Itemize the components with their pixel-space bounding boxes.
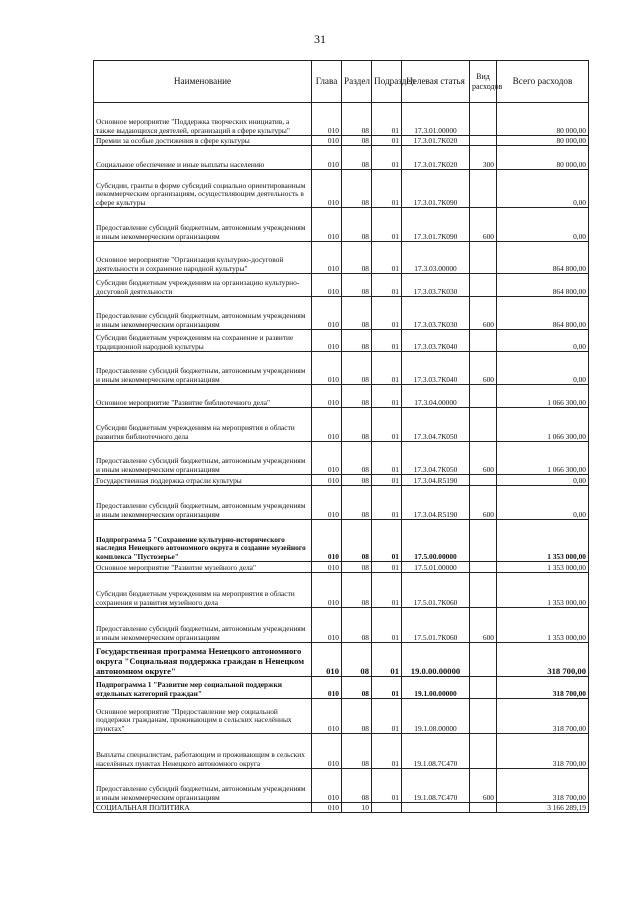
table-row [94,408,589,442]
row-total: 318 700,00 [497,677,589,699]
row-article [402,803,470,813]
row-article: 19.0.00.00000 [402,643,470,677]
row-name: Основное мероприятие "Развитие музейного дела" [94,562,312,573]
table-row [94,352,589,385]
table-row [94,734,589,769]
row-article: 17.3.04.7К050 [402,442,470,475]
row-article: 17.3.03.00000 [402,242,470,274]
row-type [470,242,497,274]
row-razdel: 08 [342,208,372,242]
row-razdel: 10 [342,803,372,813]
table-row [94,803,589,813]
row-name: Субсидии бюджетным учреждениям на мероприятия в области сохранения и развития музейного дела [94,573,312,608]
row-type [470,699,497,734]
row-type [470,520,497,562]
row-article: 19.1.00.00000 [402,677,470,699]
row-glava: 010 [312,562,342,573]
row-glava: 010 [312,136,342,146]
table-row [94,170,589,208]
row-name: Предоставление субсидий бюджетным, автономным учреждениям и иным некоммерческим организациям [94,442,312,475]
row-podrazdel: 01 [372,274,402,297]
row-glava: 010 [312,677,342,699]
row-name: Государственная программа Ненецкого автономного округа "Социальная поддержка граждан в Ненецком автономном округе" [94,643,312,677]
row-name: Государственная поддержка отрасли культуры [94,475,312,486]
row-razdel: 08 [342,734,372,769]
row-name: Социальное обеспечение и иные выплаты населению [94,146,312,170]
table-row [94,562,589,573]
table-row [94,442,589,475]
row-total: 0,00 [497,208,589,242]
row-glava: 010 [312,699,342,734]
row-total: 318 700,00 [497,734,589,769]
row-name: Основное мероприятие "Предоставление мер социальной поддержки гражданам, проживающим в сельских населённых пунктах" [94,699,312,734]
row-article: 17.5.00.00000 [402,520,470,562]
row-podrazdel: 01 [372,677,402,699]
row-article: 17.3.01.7К090 [402,170,470,208]
row-type: 600 [470,769,497,803]
row-razdel: 08 [342,699,372,734]
row-podrazdel: 01 [372,769,402,803]
row-total: 1 353 000,00 [497,608,589,643]
row-article: 17.5.01.00000 [402,562,470,573]
table-row [94,136,589,146]
row-podrazdel: 01 [372,475,402,486]
row-name: Премии за особые достижения в сфере культуры [94,136,312,146]
row-type [470,408,497,442]
row-name: Субсидии бюджетным учреждениям на организацию культурно-досуговой деятельности [94,274,312,297]
row-razdel: 08 [342,769,372,803]
row-total: 1 353 000,00 [497,520,589,562]
row-podrazdel: 01 [372,734,402,769]
row-podrazdel: 01 [372,442,402,475]
row-glava: 010 [312,352,342,385]
row-podrazdel: 01 [372,562,402,573]
row-razdel: 08 [342,608,372,643]
row-razdel: 08 [342,170,372,208]
row-podrazdel: 01 [372,520,402,562]
row-glava: 010 [312,408,342,442]
row-article: 19.1.08.7С470 [402,769,470,803]
row-glava: 010 [312,170,342,208]
row-total: 318 700,00 [497,769,589,803]
row-type [470,562,497,573]
row-total: 1 353 000,00 [497,573,589,608]
row-glava: 010 [312,734,342,769]
row-name: Предоставление субсидий бюджетным, автономным учреждениям и иным некоммерческим организациям [94,297,312,330]
row-article: 17.3.03.7К040 [402,330,470,352]
row-podrazdel: 01 [372,136,402,146]
header-podrazdel: Подраздел [372,61,402,103]
header-razdel: Раздел [342,61,372,103]
row-article: 19.1.08.00000 [402,699,470,734]
row-glava: 010 [312,475,342,486]
row-name: Субсидии, гранты в форме субсидий социально ориентированным некоммерческим организациям, осуществляющим деятельность в сфере культуры [94,170,312,208]
row-type [470,136,497,146]
row-podrazdel: 01 [372,208,402,242]
table-row [94,699,589,734]
row-type [470,734,497,769]
row-razdel: 08 [342,475,372,486]
table-row [94,573,589,608]
row-type [470,170,497,208]
row-glava: 010 [312,520,342,562]
row-razdel: 08 [342,408,372,442]
row-article: 17.3.01.7К020 [402,136,470,146]
row-article: 17.3.01.7К090 [402,208,470,242]
row-razdel: 08 [342,520,372,562]
row-razdel: 08 [342,573,372,608]
row-razdel: 08 [342,297,372,330]
table-row [94,486,589,520]
row-type [470,677,497,699]
row-total: 3 166 289,19 [497,803,589,813]
row-podrazdel: 01 [372,103,402,136]
row-total: 0,00 [497,330,589,352]
row-name: СОЦИАЛЬНАЯ ПОЛИТИКА [94,803,312,813]
row-type: 600 [470,352,497,385]
row-glava: 010 [312,803,342,813]
row-total: 1 066 300,00 [497,408,589,442]
row-total: 1 066 300,00 [497,442,589,475]
row-glava: 010 [312,242,342,274]
row-total: 0,00 [497,352,589,385]
row-total: 864 800,00 [497,297,589,330]
row-total: 0,00 [497,170,589,208]
row-type: 600 [470,208,497,242]
row-total: 864 800,00 [497,274,589,297]
row-type: 600 [470,608,497,643]
row-razdel: 08 [342,242,372,274]
row-total: 864 800,00 [497,242,589,274]
row-podrazdel: 01 [372,352,402,385]
row-name: Подпрограмма 5 "Сохранение культурно-исторического наследия Ненецкого автономного округа и создание музейного комплекса "Пустозерье" [94,520,312,562]
row-name: Предоставление субсидий бюджетным, автономным учреждениям и иным некоммерческим организациям [94,769,312,803]
row-razdel: 08 [342,442,372,475]
row-total: 0,00 [497,486,589,520]
row-total: 1 066 300,00 [497,385,589,408]
header-glava: Глава [312,61,342,103]
row-podrazdel: 01 [372,643,402,677]
row-article: 17.5.01.7К060 [402,573,470,608]
row-name: Основное мероприятие "Организация культурно-досуговой деятельности и сохранение народной культуры" [94,242,312,274]
row-glava: 010 [312,442,342,475]
row-total: 318 700,00 [497,643,589,677]
header-name: Наименование [94,61,312,103]
table-row [94,608,589,643]
row-podrazdel: 01 [372,146,402,170]
table-row [94,385,589,408]
table-row [94,297,589,330]
header-article: Целевая статья [402,61,470,103]
row-glava: 010 [312,146,342,170]
row-name: Предоставление субсидий бюджетным, автономным учреждениям и иным некоммерческим организациям [94,352,312,385]
row-podrazdel: 01 [372,408,402,442]
row-article: 17.3.04.R5190 [402,475,470,486]
row-podrazdel: 01 [372,608,402,643]
table-row [94,475,589,486]
row-type [470,385,497,408]
row-article: 17.3.01.00000 [402,103,470,136]
row-type [470,475,497,486]
table-row [94,208,589,242]
row-razdel: 08 [342,352,372,385]
row-glava: 010 [312,274,342,297]
row-name: Выплаты специалистам, работающим и проживающим в сельских населённых пунктах Ненецкого автономного округа [94,734,312,769]
table-row [94,520,589,562]
row-name: Предоставление субсидий бюджетным, автономным учреждениям и иным некоммерческим организациям [94,486,312,520]
table-header-row [94,61,589,103]
row-name: Подпрограмма 1 "Развитие мер социальной поддержки отдельных категорий граждан" [94,677,312,699]
header-expense-type: Вид расходов [470,61,497,103]
row-type [470,330,497,352]
row-podrazdel: 01 [372,699,402,734]
row-name: Субсидии бюджетным учреждениям на сохранение и развитие традиционной народной культуры [94,330,312,352]
row-type: 600 [470,486,497,520]
table-row [94,242,589,274]
row-razdel: 08 [342,385,372,408]
row-name: Предоставление субсидий бюджетным, автономным учреждениям и иным некоммерческим организациям [94,208,312,242]
table-row [94,769,589,803]
row-razdel: 08 [342,486,372,520]
row-article: 17.3.03.7К030 [402,297,470,330]
row-razdel: 08 [342,643,372,677]
row-razdel: 08 [342,146,372,170]
row-podrazdel: 01 [372,170,402,208]
row-total: 318 700,00 [497,699,589,734]
row-razdel: 08 [342,677,372,699]
row-podrazdel [372,803,402,813]
table-row [94,274,589,297]
row-podrazdel: 01 [372,486,402,520]
row-article: 17.3.03.7К030 [402,274,470,297]
row-name: Субсидии бюджетным учреждениям на мероприятия в области развития библиотечного дела [94,408,312,442]
row-glava: 010 [312,643,342,677]
header-total: Всего расходов [497,61,589,103]
row-type [470,103,497,136]
row-article: 17.5.01.7К060 [402,608,470,643]
row-type: 600 [470,297,497,330]
budget-table [93,60,589,813]
row-glava: 010 [312,608,342,643]
row-podrazdel: 01 [372,330,402,352]
row-article: 17.3.04.R5190 [402,486,470,520]
table-row [94,103,589,136]
row-article: 17.3.01.7К020 [402,146,470,170]
row-glava: 010 [312,297,342,330]
table-row [94,643,589,677]
row-total: 80 000,00 [497,103,589,136]
row-total: 80 000,00 [497,136,589,146]
row-razdel: 08 [342,562,372,573]
row-glava: 010 [312,330,342,352]
row-name: Предоставление субсидий бюджетным, автономным учреждениям и иным некоммерческим организациям [94,608,312,643]
row-article: 19.1.08.7С470 [402,734,470,769]
row-glava: 010 [312,208,342,242]
table-row [94,677,589,699]
row-total: 0,00 [497,475,589,486]
row-razdel: 08 [342,136,372,146]
row-glava: 010 [312,385,342,408]
row-glava: 010 [312,103,342,136]
row-article: 17.3.04.7К050 [402,408,470,442]
row-podrazdel: 01 [372,242,402,274]
table-row [94,146,589,170]
row-podrazdel: 01 [372,385,402,408]
row-type: 300 [470,146,497,170]
row-glava: 010 [312,573,342,608]
row-type: 600 [470,442,497,475]
row-type [470,274,497,297]
row-total: 1 353 000,00 [497,562,589,573]
row-razdel: 08 [342,330,372,352]
row-glava: 010 [312,486,342,520]
row-podrazdel: 01 [372,297,402,330]
row-razdel: 08 [342,103,372,136]
row-glava: 010 [312,769,342,803]
row-name: Основное мероприятие "Развитие библиотечного дела" [94,385,312,408]
row-podrazdel: 01 [372,573,402,608]
row-name: Основное мероприятие "Поддержка творческих инициатив, а также выдающихся деятелей, организаций в сфере культуры" [94,103,312,136]
row-type [470,643,497,677]
row-article: 17.3.03.7К040 [402,352,470,385]
row-article: 17.3.04.00000 [402,385,470,408]
page-number: 31 [314,32,326,46]
row-razdel: 08 [342,274,372,297]
row-type [470,573,497,608]
row-type [470,803,497,813]
table-row [94,330,589,352]
row-total: 80 000,00 [497,146,589,170]
